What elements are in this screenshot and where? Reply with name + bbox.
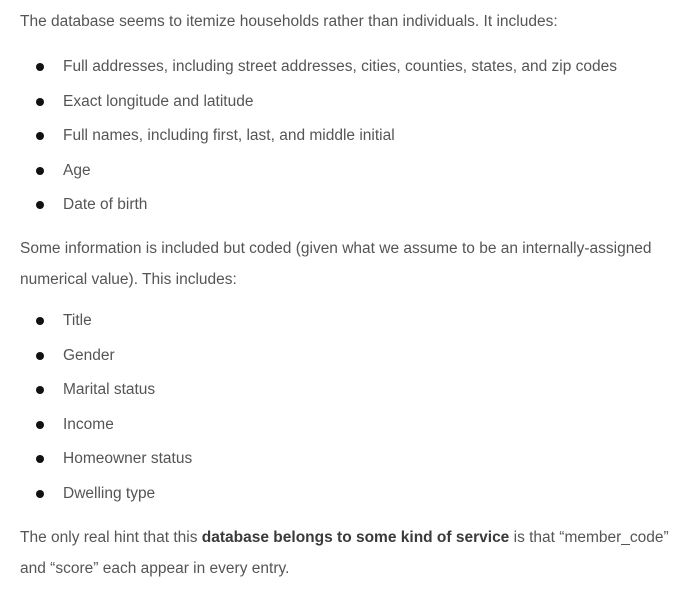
list-item-label: Age	[63, 161, 91, 179]
bullet-icon	[36, 132, 44, 140]
bullet-icon	[36, 63, 44, 71]
list-item	[0, 477, 192, 512]
list-item	[0, 442, 192, 477]
list-item	[0, 50, 617, 85]
list-item-label: Marital status	[63, 381, 156, 398]
bullet-icon	[36, 98, 44, 106]
list-item	[0, 85, 617, 120]
conclusion-bold-text: database belongs to some kind of service	[201, 529, 510, 546]
list-item-label: Income	[63, 415, 114, 433]
bullet-icon	[36, 455, 44, 463]
list-item-label: Date of birth	[63, 196, 148, 213]
list-item-label: Title	[63, 312, 92, 329]
list-item	[0, 188, 617, 223]
list-item-label: Full addresses, including street addresses, cities, counties, states, and zip codes	[63, 58, 617, 75]
list-item-label: Full names, including first, last, and middle initial	[63, 127, 395, 144]
bullet-icon	[36, 167, 44, 175]
list-item-label: Gender	[63, 346, 115, 364]
list-item-label: Dwelling type	[63, 484, 156, 502]
list-item-label: Exact longitude and latitude	[63, 92, 254, 110]
intro-paragraph: The database seems to itemize households rather than individuals. It includes:	[20, 13, 558, 30]
list-item	[0, 154, 617, 189]
list-item	[0, 373, 192, 408]
included-fields-list	[0, 50, 617, 223]
conclusion-text-before: The only real hint that this	[20, 529, 202, 546]
bullet-icon	[36, 352, 44, 360]
conclusion-text-after: is that “member_code” and “score” each appear in every entry.	[20, 529, 669, 577]
conclusion-paragraph	[20, 522, 690, 584]
bullet-icon	[36, 421, 44, 429]
bullet-icon	[36, 490, 44, 498]
list-item	[0, 304, 192, 339]
bullet-icon	[36, 386, 44, 394]
coded-fields-list	[0, 304, 192, 511]
list-item	[0, 408, 192, 443]
bullet-icon	[36, 317, 44, 325]
coded-intro-paragraph: Some information is included but coded (given what we assume to be an internally-assigned numerical value). This includes:	[20, 240, 652, 288]
bullet-icon	[36, 201, 44, 209]
list-item	[0, 339, 192, 374]
list-item-label: Homeowner status	[63, 450, 193, 467]
list-item	[0, 119, 617, 154]
